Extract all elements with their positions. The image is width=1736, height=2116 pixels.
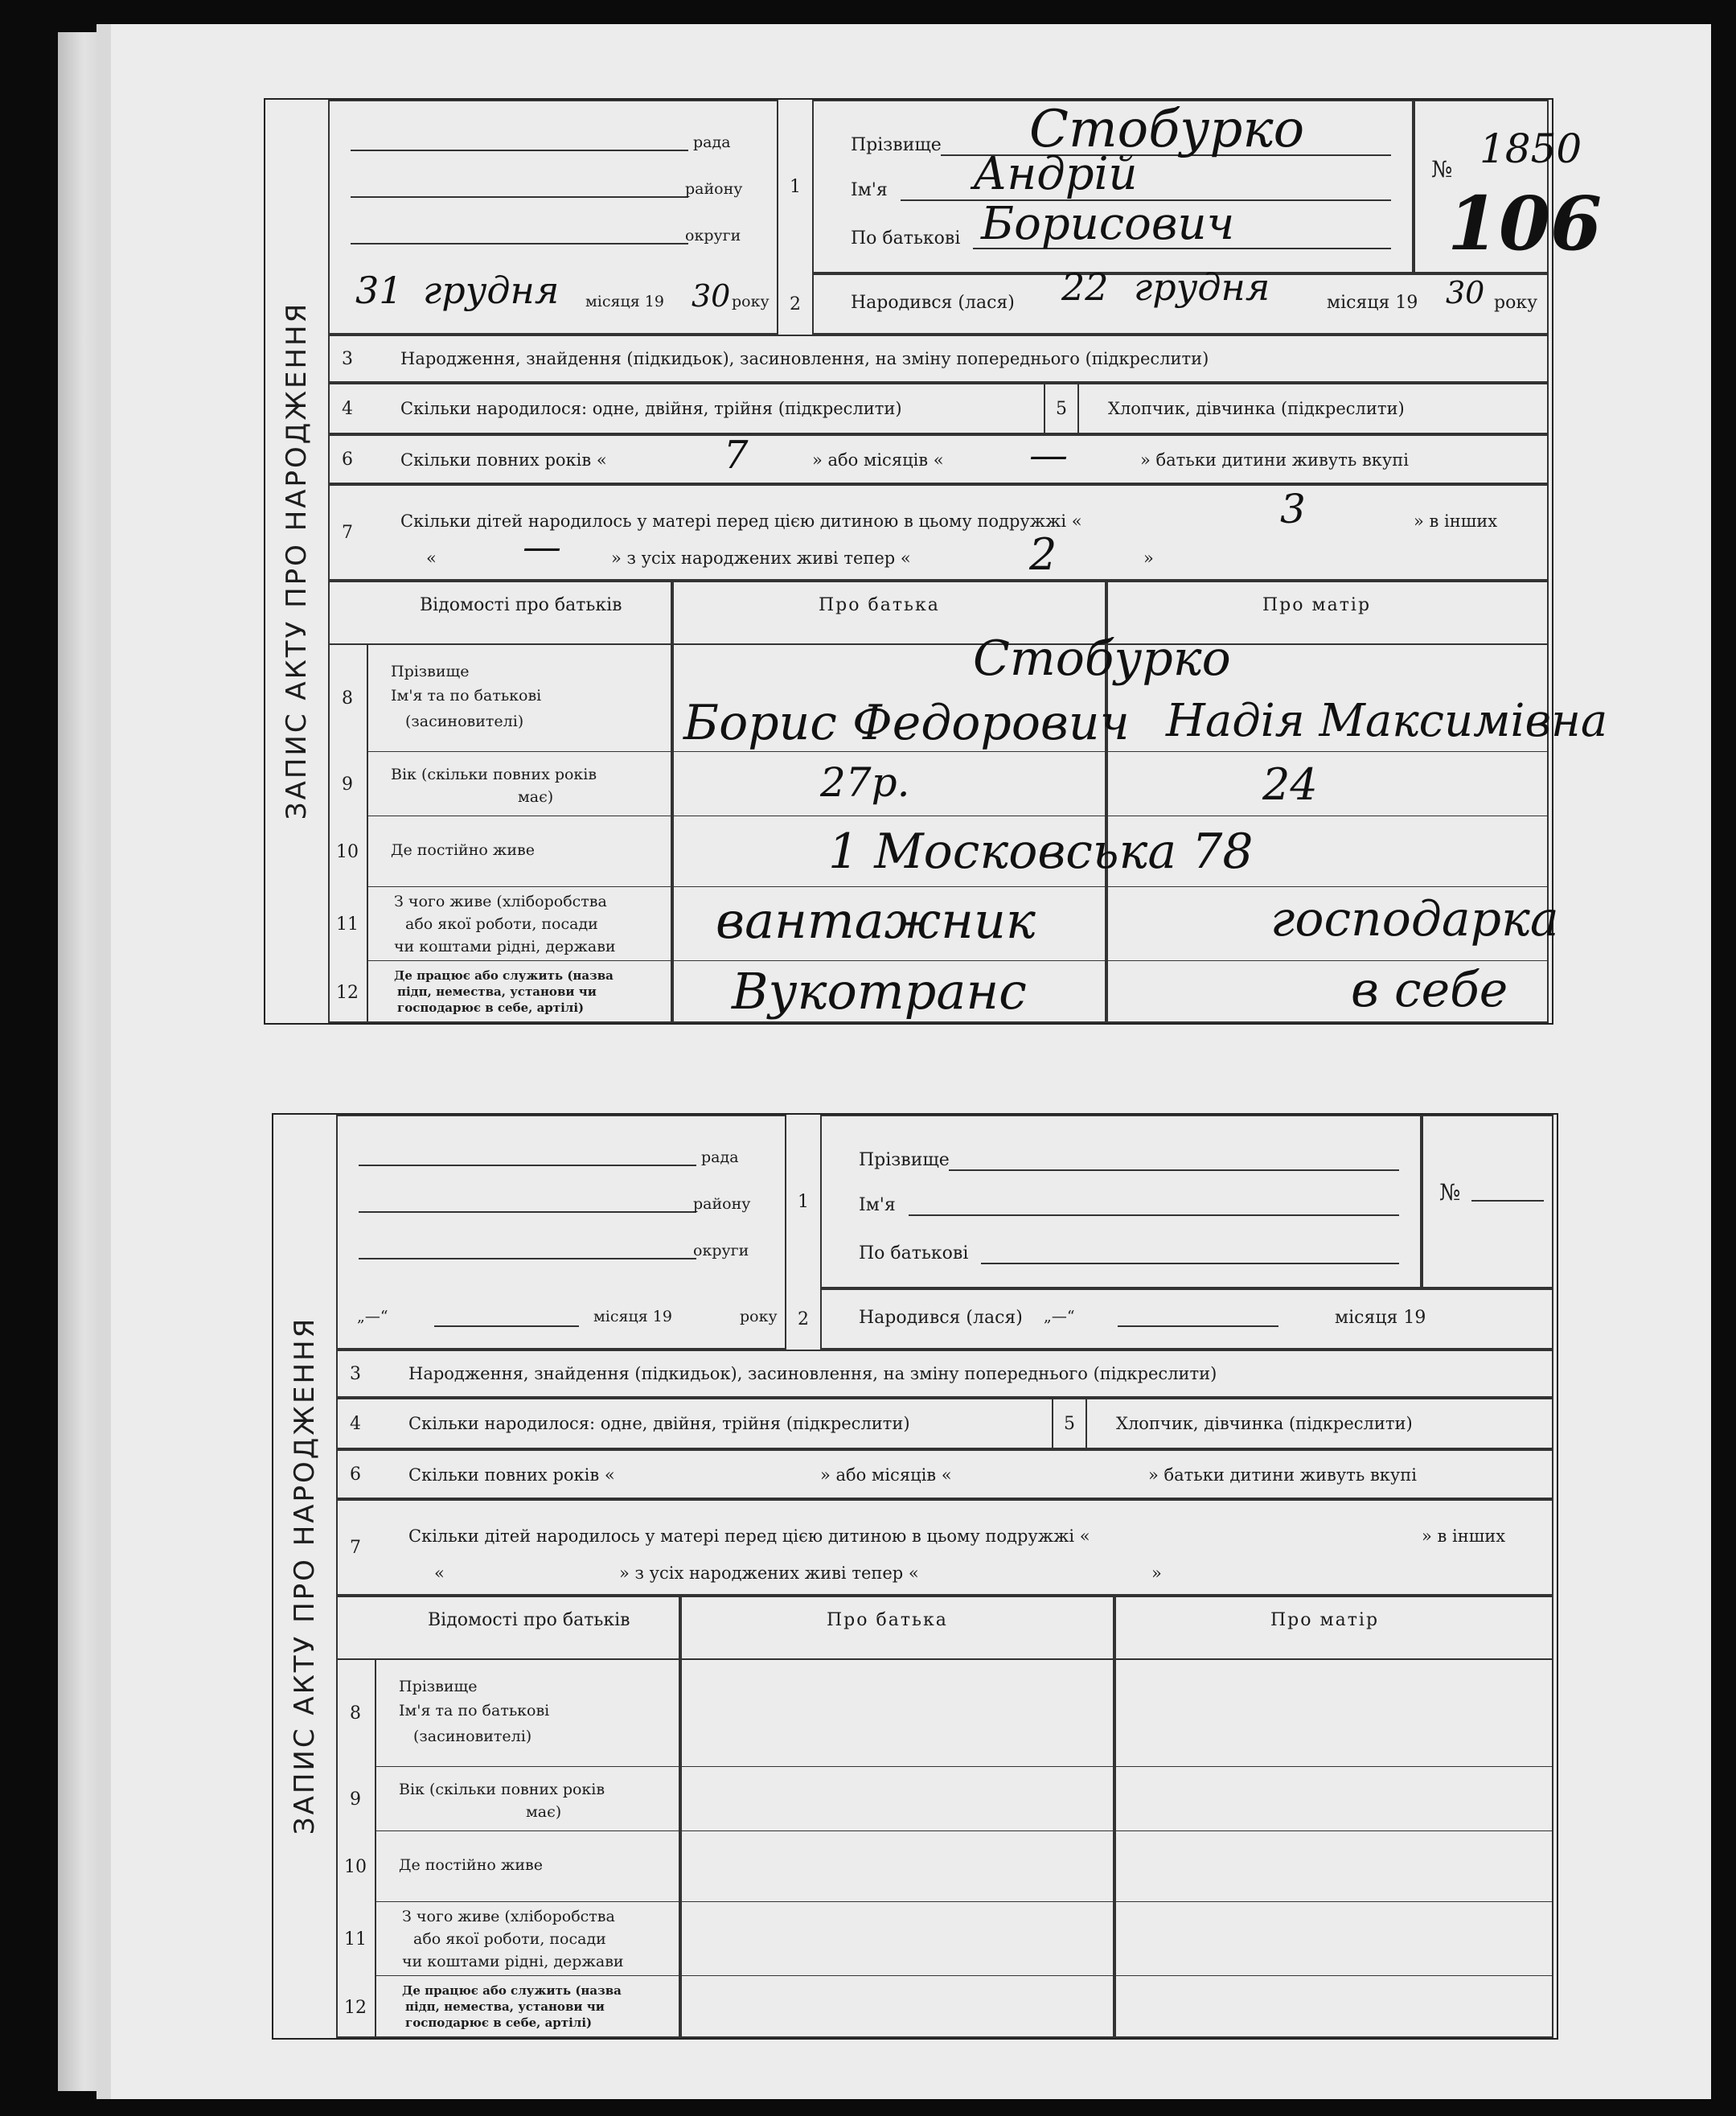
mother-work: в себе <box>1351 962 1508 1018</box>
r11-label-b: або якої роботи, посади <box>413 1930 606 1948</box>
residence: 1 Московська 78 <box>828 824 1254 880</box>
row6-text-c: » батьки дитини живуть вкупі <box>1148 1465 1417 1485</box>
row-number-6: 6 <box>342 449 353 470</box>
father-header: Про батька <box>827 1610 948 1630</box>
reg-year: 30 <box>692 278 731 314</box>
children-alive: 2 <box>1029 529 1057 580</box>
record-extra-number: 106 <box>1447 180 1603 267</box>
label-name: Ім'я <box>859 1195 896 1215</box>
r8-label-c: (засиновителі) <box>405 713 524 730</box>
side-title: ЗАПИС АКТУ ПРО НАРОДЖЕННЯ <box>281 301 314 820</box>
r11-label-b: або якої роботи, посади <box>405 915 598 933</box>
row4-text: Скільки народилося: одне, двійня, трійня (підкреслити) <box>400 399 902 418</box>
row5-text: Хлопчик, дівчинка (підкреслити) <box>1116 1414 1413 1433</box>
r8-label-b: Ім'я та по батькові <box>391 687 542 705</box>
row7-text-c: « <box>426 549 437 568</box>
row-number-12: 12 <box>344 1997 367 2018</box>
row-number-5: 5 <box>1052 1398 1087 1449</box>
label-born: Народився (лася) <box>859 1308 1023 1328</box>
row-number-2: 2 <box>790 294 801 314</box>
father-age: 27р. <box>820 759 910 806</box>
row7-text-a: Скільки дітей народилось у матері перед цією дитиною в цьому подружжі « <box>408 1526 1090 1546</box>
father-header: Про батька <box>819 595 940 615</box>
row3-text: Народження, знайдення (підкидьок), засиновлення, на зміну попереднього (підкреслити) <box>408 1364 1217 1383</box>
label-born-year: року <box>1494 293 1538 313</box>
label-number: № <box>1439 1179 1461 1206</box>
row-number-9: 9 <box>350 1789 361 1810</box>
r11-label-c: чи коштами рідні, держави <box>402 1953 624 1970</box>
row-number-10: 10 <box>344 1856 367 1877</box>
label-patronymic: По батькові <box>851 228 961 249</box>
r12-label-c: господарює в себе, артілі) <box>405 2015 593 2030</box>
row-number-11: 11 <box>336 914 359 935</box>
row7-text-e: » <box>1151 1563 1162 1583</box>
mother-occupation: господарка <box>1270 891 1559 947</box>
row-number-6: 6 <box>350 1464 361 1485</box>
children-this-marriage: 3 <box>1280 486 1306 532</box>
father-occupation: вантажник <box>716 891 1036 950</box>
r11-label-a: З чого живе (хліборобства <box>394 893 607 910</box>
label-year: року <box>740 1308 778 1325</box>
label-rada: рада <box>701 1148 739 1166</box>
row-number-4: 4 <box>342 398 353 419</box>
parents-header: Відомості про батьків <box>420 595 622 615</box>
row7-text-b: » в інших <box>1422 1526 1506 1546</box>
r9-label-a: Вік (скільки повних років <box>399 1781 605 1798</box>
mother-name: Надія Максимівна <box>1166 695 1608 747</box>
row7-text-c: « <box>434 1563 445 1583</box>
r12-label-b: підп, немества, установи чи <box>405 1999 605 2014</box>
row-number-2: 2 <box>798 1309 809 1329</box>
label-born-month: місяця 19 <box>1327 293 1418 313</box>
r12-label-b: підп, немества, установи чи <box>397 984 597 999</box>
reg-month: грудня <box>423 269 560 312</box>
row7-text-e: » <box>1143 549 1154 568</box>
label-born-month: місяця 19 <box>1335 1308 1426 1328</box>
birth-year: 30 <box>1446 275 1485 310</box>
r8-label-a: Прізвище <box>399 1678 478 1695</box>
mother-header: Про матір <box>1270 1610 1380 1630</box>
label-patronymic: По батькові <box>859 1243 969 1263</box>
row-number-8: 8 <box>342 688 353 709</box>
label-rayonu: району <box>685 180 743 198</box>
birth-record-form-2 <box>272 1113 1558 2040</box>
r12-label-c: господарює в себе, артілі) <box>397 1000 585 1015</box>
row6-text-a: Скільки повних років « <box>408 1465 615 1485</box>
r9-label-b: має) <box>526 1803 562 1821</box>
row-number-3: 3 <box>350 1363 361 1384</box>
label-number: № <box>1431 156 1453 183</box>
father-work: Вукотранс <box>732 962 1027 1021</box>
row7-text-d: » з усіх народжених живі тепер « <box>619 1563 919 1583</box>
row-number-1: 1 <box>798 1191 809 1212</box>
r9-label-a: Вік (скільки повних років <box>391 766 597 783</box>
child-name: Андрій <box>973 148 1138 200</box>
r8-label-b: Ім'я та по батькові <box>399 1702 550 1720</box>
row-number-10: 10 <box>336 841 359 862</box>
row-number-7: 7 <box>350 1537 361 1558</box>
label-year: року <box>732 293 770 310</box>
r11-label-c: чи коштами рідні, держави <box>394 938 616 955</box>
r11-label-a: З чого живе (хліборобства <box>402 1908 615 1925</box>
birth-record-form-1 <box>264 98 1608 1025</box>
birth-month: грудня <box>1134 265 1270 309</box>
label-surname: Прізвище <box>851 135 942 155</box>
father-name: Борис Федорович <box>683 695 1130 751</box>
years-together: 7 <box>724 433 749 478</box>
label-month: місяця 19 <box>585 293 664 310</box>
row6-text-a: Скільки повних років « <box>400 450 607 470</box>
label-rayonu: району <box>693 1195 751 1213</box>
record-number: 1850 <box>1479 125 1582 172</box>
row-number-11: 11 <box>344 1929 367 1950</box>
row6-text-b: » або місяців « <box>820 1465 952 1485</box>
r12-label-a: Де працює або служить (назва <box>394 968 614 983</box>
row-number-7: 7 <box>342 522 353 543</box>
child-surname: Стобурко <box>1029 100 1305 159</box>
r10-label: Де постійно живе <box>391 841 535 859</box>
born-day-blank: „—“ <box>1044 1308 1075 1325</box>
parents-header: Відомості про батьків <box>428 1610 630 1630</box>
label-name: Ім'я <box>851 180 888 200</box>
children-other: — <box>523 524 561 569</box>
r8-label-c: (засиновителі) <box>413 1728 532 1745</box>
label-month: місяця 19 <box>593 1308 672 1325</box>
row6-text-b: » або місяців « <box>812 450 944 470</box>
reg-day: 31 <box>355 269 403 312</box>
row3-text: Народження, знайдення (підкидьок), засиновлення, на зміну попереднього (підкреслити) <box>400 349 1209 368</box>
label-okrugy: округи <box>693 1242 749 1259</box>
row5-text: Хлопчик, дівчинка (підкреслити) <box>1108 399 1405 418</box>
family-surname: Стобурко <box>973 631 1231 687</box>
side-title-2: ЗАПИС АКТУ ПРО НАРОДЖЕННЯ <box>289 1316 322 1835</box>
label-born: Народився (лася) <box>851 293 1015 313</box>
r12-label-a: Де працює або служить (назва <box>402 1983 622 1998</box>
row4-text: Скільки народилося: одне, двійня, трійня (підкреслити) <box>408 1414 910 1433</box>
row7-text-b: » в інших <box>1414 512 1498 531</box>
row-number-3: 3 <box>342 348 353 369</box>
row6-text-c: » батьки дитини живуть вкупі <box>1140 450 1409 470</box>
label-surname: Прізвище <box>859 1150 950 1170</box>
row7-text-a: Скільки дітей народилось у матері перед цією дитиною в цьому подружжі « <box>400 512 1082 531</box>
mother-header: Про матір <box>1262 595 1372 615</box>
r8-label-a: Прізвище <box>391 663 470 680</box>
label-okrugy: округи <box>685 227 741 244</box>
row-number-12: 12 <box>336 982 359 1003</box>
row7-text-d: » з усіх народжених живі тепер « <box>611 549 911 568</box>
row-number-1: 1 <box>790 176 801 197</box>
mother-age: 24 <box>1262 759 1318 810</box>
row-number-9: 9 <box>342 774 353 795</box>
reg-day-blank: „—“ <box>357 1308 388 1325</box>
r10-label: Де постійно живе <box>399 1856 543 1874</box>
r9-label-b: має) <box>518 788 554 806</box>
label-rada: рада <box>693 134 731 151</box>
months-together: — <box>1029 433 1068 478</box>
birth-day: 22 <box>1061 265 1109 309</box>
row-number-4: 4 <box>350 1413 361 1434</box>
child-patronymic: Борисович <box>981 198 1235 250</box>
row-number-8: 8 <box>350 1703 361 1724</box>
row-number-5: 5 <box>1044 383 1079 434</box>
